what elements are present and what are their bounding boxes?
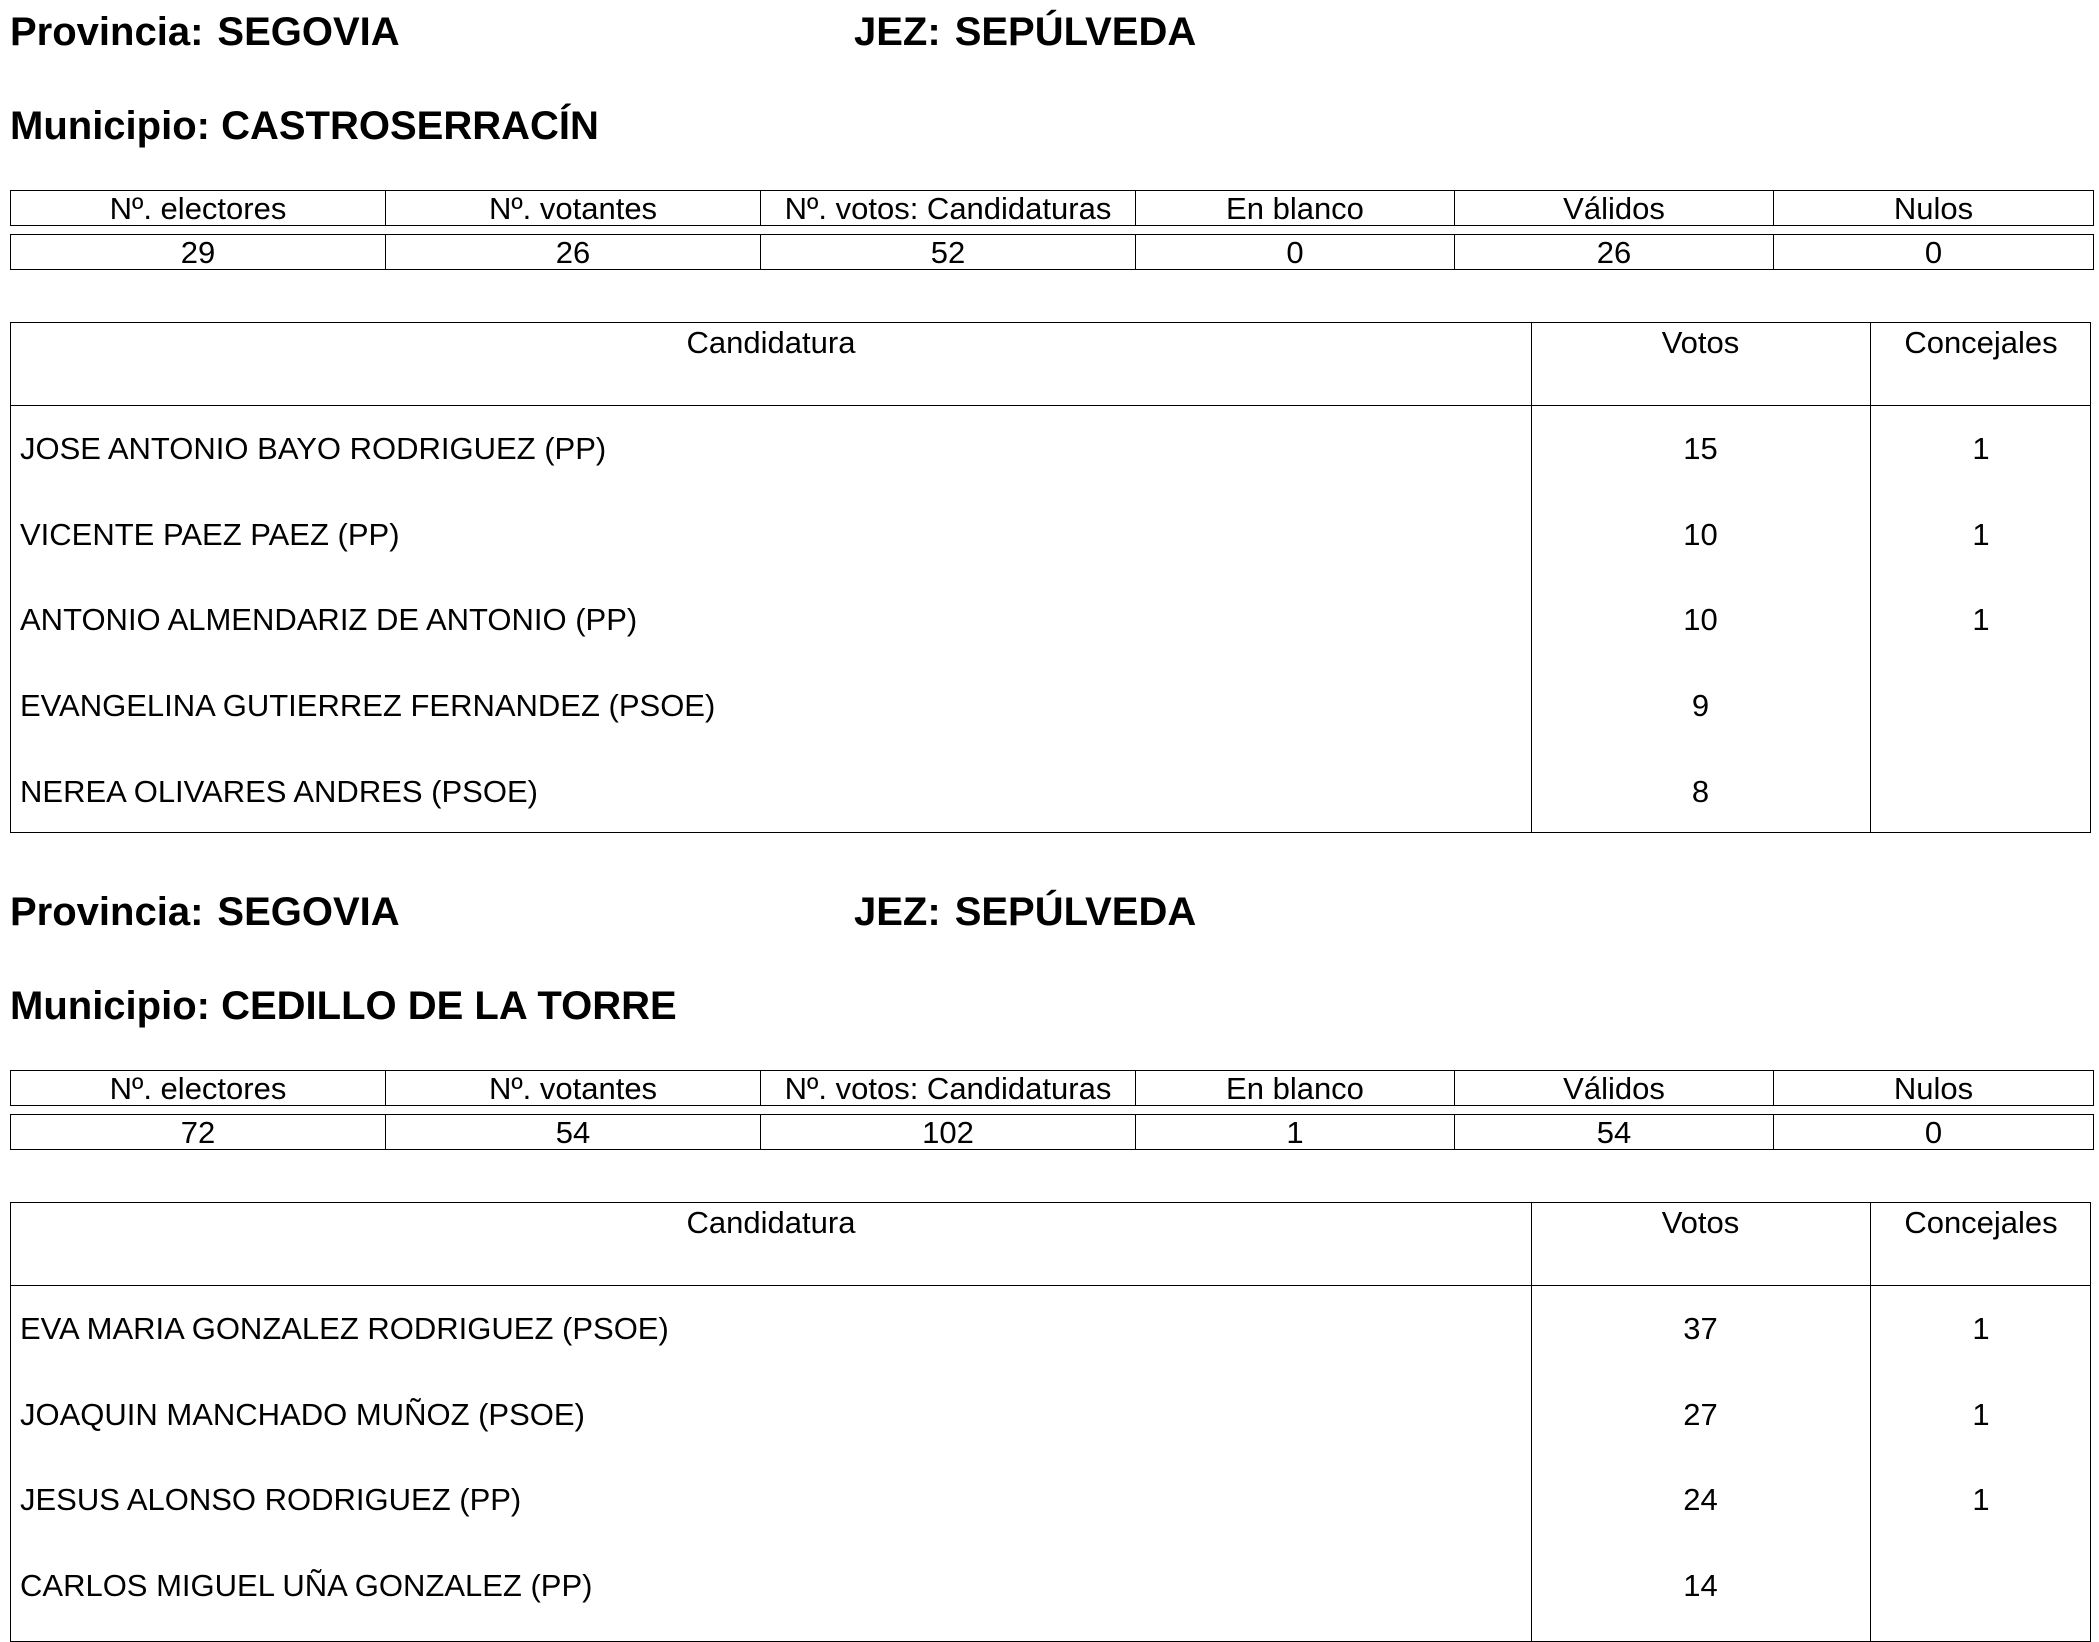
candidate-concejales: 1 bbox=[1972, 602, 1990, 637]
stats-header-blanco: En blanco bbox=[1136, 191, 1455, 226]
candidate-row bbox=[11, 1542, 2090, 1628]
provincia-value: SEGOVIA bbox=[217, 10, 400, 54]
stats-header-candidaturas: Nº. votos: Candidaturas bbox=[761, 1071, 1136, 1106]
stats-table bbox=[10, 1070, 2094, 1150]
col-head-votos: Votos bbox=[1661, 325, 1740, 360]
municipio-label: Municipio: bbox=[10, 984, 210, 1028]
stats-spacer bbox=[11, 226, 2094, 235]
jez-value: SEPÚLVEDA bbox=[954, 890, 1197, 934]
stats-value-candidaturas: 102 bbox=[761, 1115, 1136, 1150]
stats-header-validos: Válidos bbox=[1455, 1071, 1774, 1106]
candidate-votes: 37 bbox=[1683, 1311, 1718, 1346]
candidate-votes: 27 bbox=[1683, 1397, 1718, 1432]
stats-value-nulos: 0 bbox=[1774, 1115, 2094, 1150]
jez-header bbox=[854, 892, 1196, 932]
stats-header-votantes: Nº. votantes bbox=[386, 1071, 761, 1106]
candidate-row bbox=[11, 1456, 2090, 1542]
stats-value-votantes: 26 bbox=[386, 235, 761, 270]
jez-label: JEZ: bbox=[854, 890, 941, 934]
stats-spacer bbox=[11, 1106, 2094, 1115]
provincia-header bbox=[10, 892, 400, 932]
candidate-row bbox=[11, 576, 2090, 662]
candidate-name: EVANGELINA GUTIERREZ FERNANDEZ (PSOE) bbox=[20, 688, 716, 723]
candidate-concejales: 1 bbox=[1972, 431, 1990, 466]
stats-table bbox=[10, 190, 2094, 270]
stats-value-nulos: 0 bbox=[1774, 235, 2094, 270]
stats-header-electores: Nº. electores bbox=[11, 191, 386, 226]
provincia-label: Provincia: bbox=[10, 10, 204, 54]
candidate-name: CARLOS MIGUEL UÑA GONZALEZ (PP) bbox=[20, 1568, 593, 1603]
stats-spacer-cell bbox=[11, 226, 2094, 235]
col-head-candidatura: Candidatura bbox=[686, 325, 856, 360]
stats-value-blanco: 0 bbox=[1136, 235, 1455, 270]
col-head-concejales: Concejales bbox=[1904, 325, 2058, 360]
stats-value-blanco: 1 bbox=[1136, 1115, 1455, 1150]
col-head-votos: Votos bbox=[1661, 1205, 1740, 1240]
candidate-votes: 8 bbox=[1691, 774, 1710, 809]
candidate-name: EVA MARIA GONZALEZ RODRIGUEZ (PSOE) bbox=[20, 1311, 669, 1346]
candidate-votes: 10 bbox=[1683, 602, 1718, 637]
jez-label: JEZ: bbox=[854, 10, 941, 54]
candidate-name: JESUS ALONSO RODRIGUEZ (PP) bbox=[20, 1482, 522, 1517]
candidate-row bbox=[11, 491, 2090, 577]
provincia-value: SEGOVIA bbox=[217, 890, 400, 934]
candidate-votes: 9 bbox=[1691, 688, 1710, 723]
candidate-votes: 10 bbox=[1683, 517, 1718, 552]
municipio-label: Municipio: bbox=[10, 104, 210, 148]
provincia-label: Provincia: bbox=[10, 890, 204, 934]
candidate-concejales: 1 bbox=[1972, 1311, 1990, 1346]
stats-header-row bbox=[11, 191, 2094, 226]
stats-header-validos: Válidos bbox=[1455, 191, 1774, 226]
stats-header-votantes: Nº. votantes bbox=[386, 191, 761, 226]
candidate-row bbox=[11, 1371, 2090, 1457]
candidate-name: JOAQUIN MANCHADO MUÑOZ (PSOE) bbox=[20, 1397, 585, 1432]
candidates-table bbox=[10, 322, 2091, 833]
provincia-header bbox=[10, 12, 400, 52]
stats-header-candidaturas: Nº. votos: Candidaturas bbox=[761, 191, 1136, 226]
jez-value: SEPÚLVEDA bbox=[954, 10, 1197, 54]
candidate-votes: 24 bbox=[1683, 1482, 1718, 1517]
municipio-header bbox=[10, 106, 599, 146]
stats-header-nulos: Nulos bbox=[1774, 191, 2094, 226]
candidate-concejales: 1 bbox=[1972, 1482, 1990, 1517]
candidate-name: JOSE ANTONIO BAYO RODRIGUEZ (PP) bbox=[20, 431, 607, 466]
candidate-name: VICENTE PAEZ PAEZ (PP) bbox=[20, 517, 400, 552]
candidate-concejales: 1 bbox=[1972, 1397, 1990, 1432]
col-head-concejales: Concejales bbox=[1904, 1205, 2058, 1240]
stats-value-validos: 54 bbox=[1455, 1115, 1774, 1150]
stats-value-row bbox=[11, 235, 2094, 270]
municipio-value: CASTROSERRACÍN bbox=[221, 104, 599, 148]
candidates-table bbox=[10, 1202, 2091, 1642]
candidate-name: ANTONIO ALMENDARIZ DE ANTONIO (PP) bbox=[20, 602, 638, 637]
jez-header bbox=[854, 12, 1196, 52]
col-head-candidatura: Candidatura bbox=[686, 1205, 856, 1240]
stats-header-row bbox=[11, 1071, 2094, 1106]
candidate-concejales: 1 bbox=[1972, 517, 1990, 552]
candidate-name: NEREA OLIVARES ANDRES (PSOE) bbox=[20, 774, 538, 809]
stats-spacer-cell bbox=[11, 1106, 2094, 1115]
stats-value-votantes: 54 bbox=[386, 1115, 761, 1150]
stats-value-validos: 26 bbox=[1455, 235, 1774, 270]
candidate-row bbox=[11, 1285, 2090, 1371]
municipio-header bbox=[10, 986, 677, 1026]
candidate-row bbox=[11, 405, 2090, 491]
stats-value-electores: 72 bbox=[11, 1115, 386, 1150]
stats-value-electores: 29 bbox=[11, 235, 386, 270]
stats-header-nulos: Nulos bbox=[1774, 1071, 2094, 1106]
candidate-votes: 14 bbox=[1683, 1568, 1718, 1603]
candidate-votes: 15 bbox=[1683, 431, 1718, 466]
stats-value-row bbox=[11, 1115, 2094, 1150]
candidate-row bbox=[11, 662, 2090, 748]
stats-header-blanco: En blanco bbox=[1136, 1071, 1455, 1106]
stats-value-candidaturas: 52 bbox=[761, 235, 1136, 270]
stats-header-electores: Nº. electores bbox=[11, 1071, 386, 1106]
municipio-value: CEDILLO DE LA TORRE bbox=[221, 984, 677, 1028]
candidate-row bbox=[11, 748, 2090, 834]
